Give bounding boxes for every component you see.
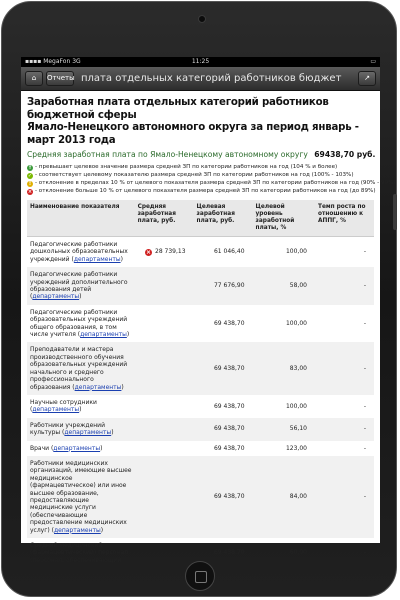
row-name-cell: Преподаватели и мастера производственного обучения образовательных учреждений начального и среднего профессионального образования (департаменты) <box>27 342 135 394</box>
table-row <box>27 456 374 538</box>
table-row <box>27 395 374 418</box>
growth-value: - <box>315 456 374 538</box>
growth-value: - <box>363 549 366 557</box>
row-name-cell: Врачи (департаменты) <box>30 444 103 452</box>
row-name: Педагогические работники дошкольных образовательных учреждений <box>30 241 128 263</box>
avg-value <box>135 456 194 538</box>
share-icon: ↗ <box>364 74 370 82</box>
departments-link[interactable]: департаменты <box>73 255 121 263</box>
departments-link[interactable]: департаменты <box>64 429 112 437</box>
row-name: Преподаватели и мастера производственного обучения образовательных учреждений начального и среднего профессионального образования <box>30 346 128 391</box>
level-value: 56,10 <box>253 418 315 441</box>
row-name: Педагогические работники образовательных учреждений общего образования, в том числе учителя <box>30 308 128 339</box>
column-header: Средняя заработная плата, руб. <box>135 200 194 237</box>
status-bar <box>21 57 380 67</box>
column-header: Наименование показателя <box>27 200 135 237</box>
average-salary-value: 69438,70 руб. <box>314 150 376 159</box>
growth-value: - <box>315 418 374 441</box>
row-name-cell: Педагогические работники образовательных учреждений общего образования, в том числе учителя (департаменты) <box>30 308 130 339</box>
error-icon: × <box>27 189 33 195</box>
target-value: 69 438,70 <box>213 444 245 452</box>
level-value: 60,00 <box>289 549 307 557</box>
network-type: 3G <box>72 58 81 65</box>
table-row <box>27 538 374 568</box>
level-value: 83,00 <box>253 342 315 394</box>
departments-link[interactable]: департаменты <box>80 331 127 339</box>
legend-text: - отклонение больше 10 % от целевого показателя размера средней ЗП по категории работников на год (до 89%) <box>35 188 376 194</box>
table-row <box>27 342 374 394</box>
row-name: Средний медицинский (фармацевтический) персонал (персонал, обеспечивающий <box>30 542 128 564</box>
level-value: 100,00 <box>285 402 307 410</box>
arrow-up-icon: ↑ <box>27 165 33 171</box>
departments-link[interactable]: департаменты <box>32 293 80 301</box>
target-value: 69 438,70 <box>194 342 253 394</box>
avg-value <box>135 305 194 343</box>
nav-title: плата отдельных категорий работников бюджет <box>81 73 342 84</box>
avg-value <box>135 342 194 394</box>
level-value: 100,00 <box>285 248 307 256</box>
table-row <box>27 418 374 441</box>
avg-value: 28 739,13 <box>155 248 186 256</box>
legend-item-err <box>27 187 374 195</box>
departments-link[interactable]: департаменты <box>53 444 101 452</box>
share-button[interactable] <box>358 71 376 86</box>
row-name: Врачи <box>30 444 50 452</box>
row-name: Работники медицинских организаций, имеющие высшее медицинское (фармацевтическое) или иное высшее образование, предоставляющие медицинские услуги (обеспечивающие предоставление медицинских услуг) <box>30 459 132 534</box>
signal-icon: ▪▪▪▪ <box>25 58 42 65</box>
report-title-line2: Ямало-Ненецкого автономного округа за период январь - март 2013 года <box>27 122 359 146</box>
check-icon: ✓ <box>27 173 33 179</box>
avg-value <box>135 441 194 456</box>
table-row <box>27 237 374 268</box>
column-header: Целевая заработная плата, руб. <box>194 200 253 237</box>
level-value: 100,00 <box>285 319 307 327</box>
avg-value <box>135 538 194 568</box>
level-value: 58,00 <box>253 267 315 305</box>
avg-value <box>135 267 194 305</box>
row-name-cell: Педагогические работники дошкольных образовательных учреждений (департаменты) <box>30 241 128 263</box>
legend-text: - отклонение в пределах 10 % от целевого показателя размера средней ЗП по категории работников на год (90% - 99%) <box>35 180 396 186</box>
departments-link[interactable]: департаменты <box>74 383 122 391</box>
target-value: 69 438,70 <box>213 549 245 557</box>
legend <box>27 163 396 195</box>
screen <box>21 57 396 564</box>
avg-value <box>135 418 194 441</box>
clock: 11:25 <box>191 58 210 65</box>
column-header: Целевой уровень заработной платы, % <box>253 200 315 237</box>
report-title-line1: Заработная плата отдельных категорий работников бюджетной сферы <box>27 97 329 121</box>
growth-value: - <box>315 342 374 394</box>
table-row <box>27 267 374 305</box>
target-value: 69 438,70 <box>194 456 253 538</box>
growth-value: - <box>363 444 366 452</box>
growth-value: - <box>363 248 366 256</box>
table-header-row <box>27 200 374 237</box>
row-name: Педагогические работники учреждений дополнительного образования детей <box>30 271 128 294</box>
growth-value: - <box>363 402 366 410</box>
departments-link[interactable]: департаменты <box>32 406 80 414</box>
row-name-cell: Научные сотрудники (департаменты) <box>30 398 97 414</box>
level-value: 84,00 <box>253 456 315 538</box>
avg-value <box>135 395 194 418</box>
table-row <box>27 305 374 343</box>
target-value: 61 046,40 <box>213 248 245 256</box>
side-button <box>393 194 397 230</box>
row-name-cell: Работники учреждений культуры (департаменты) <box>27 418 135 441</box>
error-icon: × <box>145 249 152 257</box>
camera <box>198 15 206 23</box>
legend-text: - превышает целевое значение размера средней ЗП по категории работников на год (104 % и более) <box>35 164 338 170</box>
column-header: Темп роста по отношению к АППГ, % <box>315 200 374 237</box>
avg-cell <box>135 237 194 268</box>
row-name: Работники учреждений культуры <box>30 421 105 437</box>
salary-table <box>27 200 374 568</box>
legend-item-ok <box>27 171 374 179</box>
target-value: 69 438,70 <box>194 418 253 441</box>
target-value: 77 676,90 <box>194 267 253 305</box>
warning-icon: ! <box>28 181 32 187</box>
carrier-name: MegaFon <box>43 58 71 65</box>
legend-text: - соответствует целевому показателю размера средней ЗП по категории работников на год (100% - 103%) <box>35 172 354 178</box>
home-icon: ⌂ <box>31 74 37 82</box>
row-name: Научные сотрудники <box>30 398 97 406</box>
report-title <box>27 97 374 147</box>
home-button[interactable] <box>25 71 43 86</box>
target-value: 69 438,70 <box>213 319 245 327</box>
report-content[interactable] <box>21 91 396 564</box>
level-value: 123,00 <box>285 444 307 452</box>
growth-value: - <box>315 267 374 305</box>
battery-icon: ▭ <box>370 58 376 65</box>
nav-bar <box>21 67 380 91</box>
average-salary-label: Средняя заработная плата по Ямало-Ненецкому автономному округу <box>27 150 308 159</box>
row-name-cell: Педагогические работники учреждений дополнительного образования детей (департаменты) <box>27 267 135 305</box>
table-row <box>27 441 374 456</box>
row-name-cell: Работники медицинских организаций, имеющие высшее медицинское (фармацевтическое) или иное высшее образование, предоставляющие медицинские услуги (обеспечивающие предоставление медицинских услуг) (департаменты) <box>27 456 135 538</box>
growth-value: - <box>363 319 366 327</box>
reports-button[interactable]: Отчеты <box>46 71 74 86</box>
legend-item-up <box>27 163 374 171</box>
departments-link[interactable]: департаменты <box>53 526 101 534</box>
row-name-cell <box>27 538 135 568</box>
target-value: 69 438,70 <box>213 402 245 410</box>
average-salary <box>27 150 374 159</box>
legend-item-warn <box>27 179 396 187</box>
